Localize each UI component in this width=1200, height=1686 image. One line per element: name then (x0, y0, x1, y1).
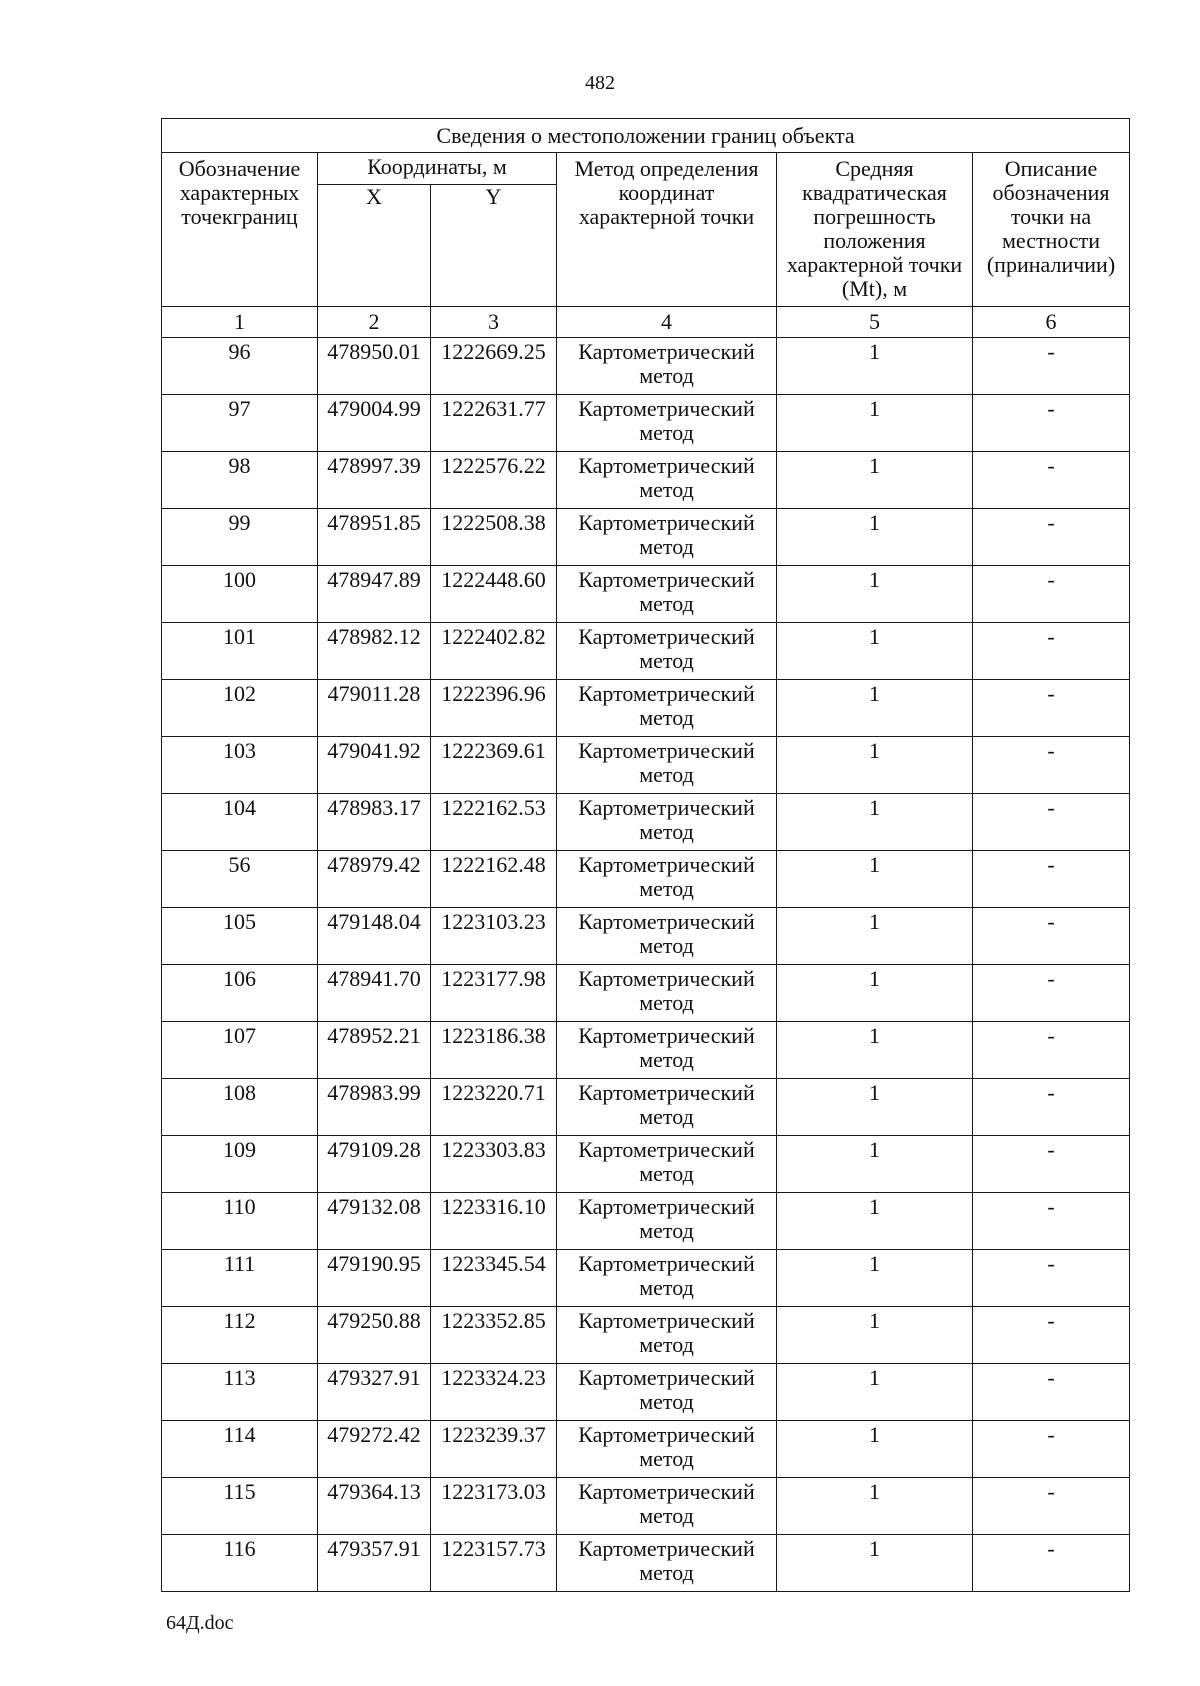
cell-method: Картометрический метод (557, 1421, 777, 1478)
cell-y: 1223103.23 (431, 908, 557, 965)
cell-error: 1 (777, 737, 973, 794)
cell-description: - (973, 1136, 1130, 1193)
table-row (162, 851, 1130, 908)
cell-description: - (973, 1250, 1130, 1307)
cell-method: Картометрический метод (557, 1250, 777, 1307)
cell-error: 1 (777, 1307, 973, 1364)
cell-description: - (973, 623, 1130, 680)
cell-y: 1222508.38 (431, 509, 557, 566)
table-row (162, 1421, 1130, 1478)
cell-point: 110 (162, 1193, 318, 1250)
cell-method: Картометрический метод (557, 509, 777, 566)
cell-description: - (973, 1022, 1130, 1079)
cell-y: 1222396.96 (431, 680, 557, 737)
cell-y: 1222448.60 (431, 566, 557, 623)
cell-point: 100 (162, 566, 318, 623)
header-x: X (318, 185, 431, 307)
cell-point: 101 (162, 623, 318, 680)
cell-method: Картометрический метод (557, 395, 777, 452)
cell-error: 1 (777, 1079, 973, 1136)
header-method: Метод определения координат характерной точки (557, 153, 777, 307)
cell-description: - (973, 1535, 1130, 1592)
cell-x: 478983.99 (318, 1079, 431, 1136)
cell-method: Картометрический метод (557, 851, 777, 908)
cell-y: 1223316.10 (431, 1193, 557, 1250)
cell-error: 1 (777, 1022, 973, 1079)
cell-method: Картометрический метод (557, 1079, 777, 1136)
table-header-row (162, 153, 1130, 185)
cell-error: 1 (777, 623, 973, 680)
cell-y: 1222631.77 (431, 395, 557, 452)
cell-y: 1223173.03 (431, 1478, 557, 1535)
boundary-coordinates-table (161, 118, 1130, 1592)
cell-description: - (973, 737, 1130, 794)
cell-description: - (973, 1307, 1130, 1364)
cell-description: - (973, 851, 1130, 908)
table-row (162, 908, 1130, 965)
column-number: 1 (162, 307, 318, 338)
cell-point: 115 (162, 1478, 318, 1535)
cell-x: 478950.01 (318, 338, 431, 395)
cell-x: 478952.21 (318, 1022, 431, 1079)
cell-description: - (973, 794, 1130, 851)
cell-method: Картометрический метод (557, 1535, 777, 1592)
cell-error: 1 (777, 566, 973, 623)
cell-description: - (973, 1478, 1130, 1535)
cell-description: - (973, 1193, 1130, 1250)
cell-error: 1 (777, 509, 973, 566)
cell-point: 107 (162, 1022, 318, 1079)
cell-method: Картометрический метод (557, 1136, 777, 1193)
table-row (162, 794, 1130, 851)
column-number: 3 (431, 307, 557, 338)
cell-x: 479041.92 (318, 737, 431, 794)
cell-method: Картометрический метод (557, 566, 777, 623)
cell-error: 1 (777, 794, 973, 851)
cell-description: - (973, 1079, 1130, 1136)
table-row (162, 1136, 1130, 1193)
cell-method: Картометрический метод (557, 452, 777, 509)
cell-point: 104 (162, 794, 318, 851)
cell-method: Картометрический метод (557, 1307, 777, 1364)
cell-point: 99 (162, 509, 318, 566)
cell-y: 1223303.83 (431, 1136, 557, 1193)
cell-point: 106 (162, 965, 318, 1022)
cell-error: 1 (777, 1421, 973, 1478)
header-designation: Обозначение характерных точекграниц (162, 153, 318, 307)
cell-method: Картометрический метод (557, 1478, 777, 1535)
cell-point: 97 (162, 395, 318, 452)
cell-error: 1 (777, 1478, 973, 1535)
cell-point: 113 (162, 1364, 318, 1421)
cell-x: 479148.04 (318, 908, 431, 965)
cell-error: 1 (777, 851, 973, 908)
cell-method: Картометрический метод (557, 737, 777, 794)
table-caption-row (162, 119, 1130, 153)
column-number-row (162, 307, 1130, 338)
cell-x: 479011.28 (318, 680, 431, 737)
table-row (162, 566, 1130, 623)
cell-method: Картометрический метод (557, 338, 777, 395)
cell-x: 479109.28 (318, 1136, 431, 1193)
table-row (162, 1250, 1130, 1307)
cell-error: 1 (777, 1250, 973, 1307)
table-row (162, 338, 1130, 395)
cell-description: - (973, 566, 1130, 623)
cell-x: 479357.91 (318, 1535, 431, 1592)
cell-error: 1 (777, 1193, 973, 1250)
cell-y: 1223239.37 (431, 1421, 557, 1478)
cell-y: 1223324.23 (431, 1364, 557, 1421)
cell-y: 1223352.85 (431, 1307, 557, 1364)
cell-error: 1 (777, 1364, 973, 1421)
cell-y: 1222369.61 (431, 737, 557, 794)
cell-x: 478983.17 (318, 794, 431, 851)
cell-method: Картометрический метод (557, 1364, 777, 1421)
cell-y: 1223345.54 (431, 1250, 557, 1307)
cell-point: 103 (162, 737, 318, 794)
cell-y: 1223186.38 (431, 1022, 557, 1079)
cell-x: 479190.95 (318, 1250, 431, 1307)
cell-description: - (973, 680, 1130, 737)
cell-error: 1 (777, 965, 973, 1022)
cell-error: 1 (777, 452, 973, 509)
cell-description: - (973, 965, 1130, 1022)
cell-x: 479250.88 (318, 1307, 431, 1364)
table-row (162, 1535, 1130, 1592)
cell-x: 479272.42 (318, 1421, 431, 1478)
cell-description: - (973, 452, 1130, 509)
cell-method: Картометрический метод (557, 1022, 777, 1079)
table-row (162, 737, 1130, 794)
cell-y: 1222162.53 (431, 794, 557, 851)
cell-point: 109 (162, 1136, 318, 1193)
cell-x: 478982.12 (318, 623, 431, 680)
cell-y: 1223177.98 (431, 965, 557, 1022)
cell-description: - (973, 1421, 1130, 1478)
table-row (162, 623, 1130, 680)
cell-method: Картометрический метод (557, 623, 777, 680)
cell-method: Картометрический метод (557, 908, 777, 965)
table-row (162, 1193, 1130, 1250)
cell-point: 116 (162, 1535, 318, 1592)
column-number: 4 (557, 307, 777, 338)
cell-error: 1 (777, 338, 973, 395)
table-row (162, 1307, 1130, 1364)
cell-point: 114 (162, 1421, 318, 1478)
cell-point: 112 (162, 1307, 318, 1364)
cell-point: 96 (162, 338, 318, 395)
cell-y: 1222669.25 (431, 338, 557, 395)
cell-y: 1223157.73 (431, 1535, 557, 1592)
cell-description: - (973, 395, 1130, 452)
cell-error: 1 (777, 1136, 973, 1193)
cell-error: 1 (777, 1535, 973, 1592)
table-row (162, 1022, 1130, 1079)
cell-method: Картометрический метод (557, 794, 777, 851)
table-row (162, 965, 1130, 1022)
cell-x: 478941.70 (318, 965, 431, 1022)
cell-point: 56 (162, 851, 318, 908)
cell-x: 479004.99 (318, 395, 431, 452)
cell-description: - (973, 1364, 1130, 1421)
cell-method: Картометрический метод (557, 680, 777, 737)
cell-x: 478951.85 (318, 509, 431, 566)
cell-method: Картометрический метод (557, 1193, 777, 1250)
cell-error: 1 (777, 680, 973, 737)
cell-x: 479327.91 (318, 1364, 431, 1421)
cell-x: 478979.42 (318, 851, 431, 908)
table-row (162, 680, 1130, 737)
cell-point: 102 (162, 680, 318, 737)
column-number: 2 (318, 307, 431, 338)
header-error: Средняя квадратическая погрешность положения характерной точки (Mt), м (777, 153, 973, 307)
cell-description: - (973, 908, 1130, 965)
table-row (162, 1478, 1130, 1535)
cell-description: - (973, 509, 1130, 566)
cell-point: 111 (162, 1250, 318, 1307)
cell-y: 1222402.82 (431, 623, 557, 680)
header-coordinates: Координаты, м (318, 153, 557, 185)
cell-point: 108 (162, 1079, 318, 1136)
cell-method: Картометрический метод (557, 965, 777, 1022)
cell-error: 1 (777, 908, 973, 965)
cell-x: 478947.89 (318, 566, 431, 623)
table-row (162, 509, 1130, 566)
cell-x: 479364.13 (318, 1478, 431, 1535)
cell-y: 1222576.22 (431, 452, 557, 509)
column-number: 6 (973, 307, 1130, 338)
header-y: Y (431, 185, 557, 307)
table-caption: Сведения о местоположении границ объекта (162, 119, 1130, 153)
cell-point: 105 (162, 908, 318, 965)
cell-description: - (973, 338, 1130, 395)
footer-file-name: 64Д.doc (166, 1612, 234, 1634)
table-row (162, 1364, 1130, 1421)
table-row (162, 395, 1130, 452)
page-number: 482 (585, 72, 615, 94)
cell-y: 1223220.71 (431, 1079, 557, 1136)
column-number: 5 (777, 307, 973, 338)
table-row (162, 452, 1130, 509)
cell-y: 1222162.48 (431, 851, 557, 908)
cell-x: 479132.08 (318, 1193, 431, 1250)
table-row (162, 1079, 1130, 1136)
cell-x: 478997.39 (318, 452, 431, 509)
cell-point: 98 (162, 452, 318, 509)
cell-error: 1 (777, 395, 973, 452)
header-description: Описание обозначения точки на местности (приналичии) (973, 153, 1130, 307)
